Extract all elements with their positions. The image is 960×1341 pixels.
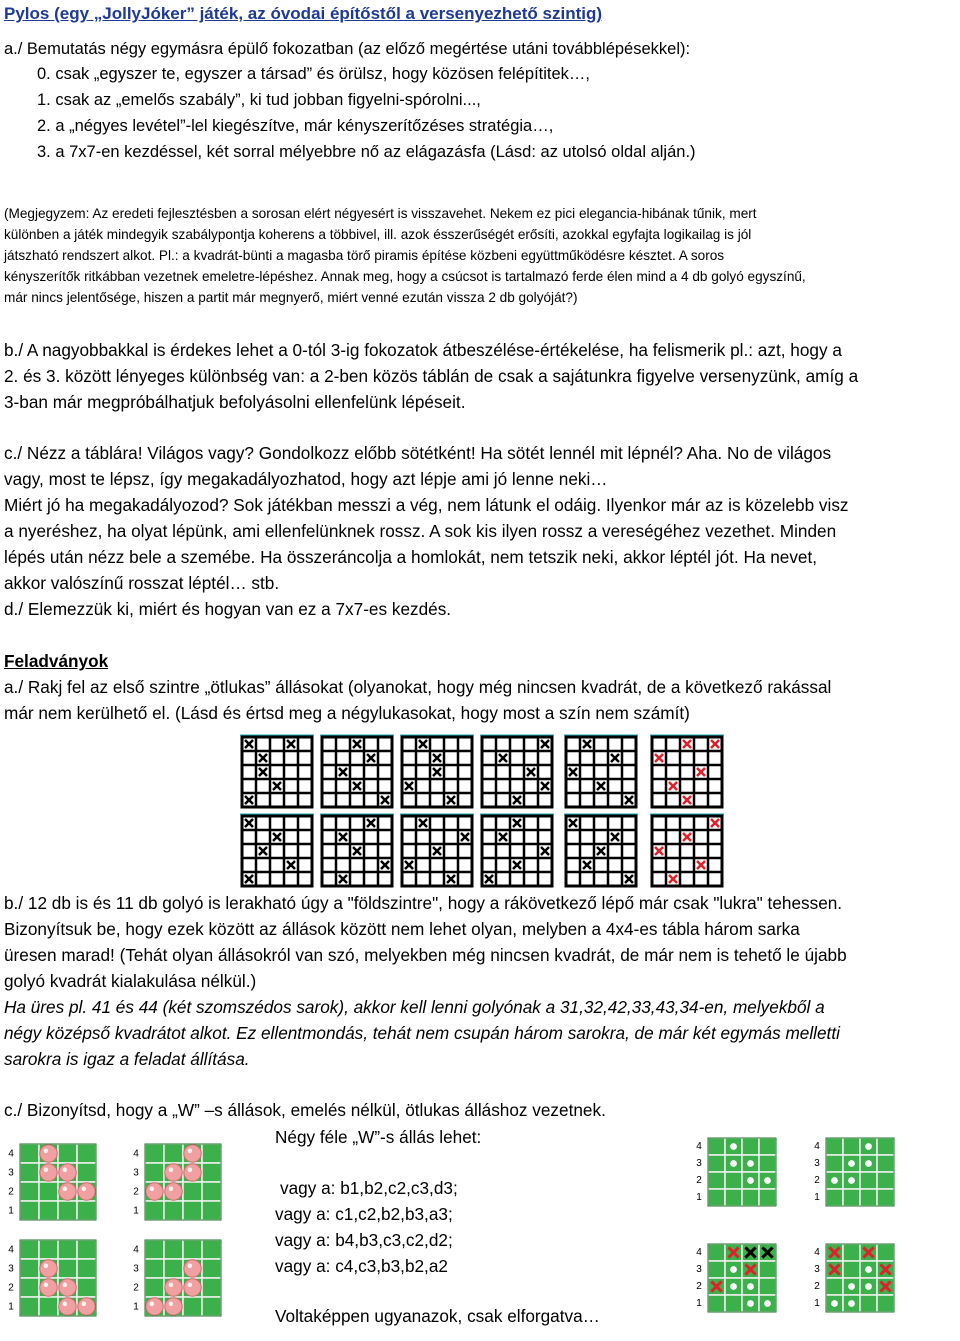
- ball-highlight: [188, 1149, 193, 1154]
- white-dot: [764, 1177, 771, 1184]
- board-cell: [860, 1172, 877, 1189]
- row-label: 3: [8, 1167, 14, 1179]
- board-cell: [20, 1163, 39, 1182]
- ball: [78, 1298, 95, 1315]
- section-c-line: vagy, most te lépsz, így megakadályozhatod, hogy azt lépje ami jó lenne neki…: [4, 469, 608, 489]
- section-a-item: 1. csak az „emelős szabály”, ki tud jobban figyelni-spórolni...,: [37, 91, 481, 109]
- w-option: vagy a: c4,c3,b3,b2,a2: [275, 1256, 448, 1276]
- ball: [40, 1145, 57, 1162]
- board-cell: [860, 1295, 877, 1312]
- white-dot: [730, 1160, 737, 1167]
- board-cell: [77, 1144, 96, 1163]
- board-cell: [77, 1163, 96, 1182]
- tasks-heading: Feladványok: [4, 651, 109, 671]
- row-label: 4: [8, 1244, 14, 1256]
- white-dot: [764, 1300, 771, 1307]
- grid-diagram: [320, 735, 394, 807]
- white-dot: [831, 1177, 838, 1184]
- row-label: 2: [696, 1175, 702, 1187]
- w-option: vagy a: c1,c2,b2,b3,a3;: [275, 1204, 453, 1224]
- ball-highlight: [44, 1149, 49, 1154]
- board-cell: [826, 1155, 843, 1172]
- row-label: 2: [8, 1186, 14, 1198]
- white-dot: [848, 1300, 855, 1307]
- pylos-board: [814, 1244, 894, 1312]
- row-label: 1: [696, 1192, 702, 1204]
- row-label: 1: [814, 1192, 820, 1204]
- board-cell: [759, 1138, 776, 1155]
- row-label: 4: [814, 1247, 820, 1259]
- board-cell: [843, 1138, 860, 1155]
- ball: [59, 1164, 76, 1181]
- white-dot: [730, 1283, 737, 1290]
- row-label: 4: [696, 1247, 702, 1259]
- ball-highlight: [169, 1302, 174, 1307]
- section-b-line: 3-ban már megpróbálhatjuk befolyásolni ellenfelünk lépéseit.: [4, 392, 466, 412]
- white-dot: [747, 1177, 754, 1184]
- task-b-line: üresen marad! (Tehát olyan állásokról van szó, melyekben még nincsen kvadrát, de már nem is tehető le újabb: [4, 945, 847, 965]
- board-cell: [145, 1163, 164, 1182]
- section-a-item: 2. a „négyes levétel”-lel kiegészítve, már kényszerítőzéses stratégia…,: [37, 117, 554, 135]
- row-label: 4: [814, 1141, 820, 1153]
- note-line: már nincs jelentősége, hiszen a partit már megnyerő, miért venné ezután vissza 2 db golyóját?): [4, 290, 578, 305]
- section-c-line: lépés után nézz bele a szemébe. Ha összeráncolja a homlokát, nem tetszik neki, akkor léptél jót. Ha nevet,: [4, 547, 818, 567]
- grid-diagram: [480, 735, 554, 807]
- board-cell: [164, 1259, 183, 1278]
- board-cell: [39, 1297, 58, 1316]
- row-label: 1: [814, 1298, 820, 1310]
- ball: [165, 1279, 182, 1296]
- pylos-board: [814, 1138, 894, 1206]
- pylos-board: [696, 1138, 776, 1206]
- pylos-board: [133, 1144, 221, 1220]
- board-cell: [708, 1244, 725, 1261]
- pylos-board: [696, 1244, 776, 1312]
- board-cell: [759, 1155, 776, 1172]
- board-cell: [164, 1240, 183, 1259]
- w-option: vagy a: b4,b3,c3,c2,d2;: [275, 1230, 453, 1250]
- row-label: 2: [133, 1282, 139, 1294]
- board-cell: [20, 1182, 39, 1201]
- white-dot: [848, 1283, 855, 1290]
- board-cell: [877, 1189, 894, 1206]
- board-cell: [77, 1240, 96, 1259]
- board-cell: [20, 1278, 39, 1297]
- grid-diagram: [240, 735, 314, 807]
- task-a-line: már nem kerülhető el. (Lásd és értsd meg a négylukasokat, hogy most a szín nem számít): [4, 703, 690, 723]
- row-label: 3: [8, 1263, 14, 1275]
- board-cell: [877, 1244, 894, 1261]
- ball: [59, 1279, 76, 1296]
- note-line: kényszerítők ritkábban vezetnek emeletre-lépéshez. Annak meg, hogy a csúcsot is tartalmazó ferde élen mind a 4 db golyó egyszínű,: [4, 269, 806, 284]
- board-cell: [183, 1201, 202, 1220]
- note-line: különben a játék mindegyik szabálypontja koherens a többivel, ill. azok ésszerűségét erősíti, azokkal egyfajta logikailag is jól: [4, 227, 752, 242]
- row-label: 1: [133, 1205, 139, 1217]
- section-c-line: Miért jó ha megakadályozod? Sok játékban messzi a vég, nem látunk el odáig. Ilyenkor már az is közelebb visz: [4, 495, 849, 515]
- ball-highlight: [150, 1302, 155, 1307]
- ball-highlight: [44, 1168, 49, 1173]
- board-cell: [145, 1278, 164, 1297]
- board-cell: [183, 1240, 202, 1259]
- ball-highlight: [169, 1283, 174, 1288]
- board-cell: [877, 1138, 894, 1155]
- grid-diagram: [564, 814, 638, 886]
- board-cell: [708, 1172, 725, 1189]
- white-dot: [747, 1283, 754, 1290]
- white-dot: [747, 1160, 754, 1167]
- board-cell: [725, 1189, 742, 1206]
- ball-highlight: [63, 1283, 68, 1288]
- board-cell: [708, 1261, 725, 1278]
- w-heading: Négy féle „W”-s állás lehet:: [275, 1127, 482, 1147]
- grid-diagram: [400, 814, 474, 886]
- board-cell: [742, 1138, 759, 1155]
- board-cell: [202, 1182, 221, 1201]
- board-cell: [202, 1144, 221, 1163]
- row-label: 3: [814, 1264, 820, 1276]
- row-label: 4: [696, 1141, 702, 1153]
- white-dot: [730, 1143, 737, 1150]
- row-label: 1: [8, 1301, 14, 1313]
- board-cell: [826, 1189, 843, 1206]
- board-cell: [759, 1261, 776, 1278]
- ball-highlight: [44, 1264, 49, 1269]
- task-a-line: a./ Rakj fel az első szintre „ötlukas” állásokat (olyanokat, hogy még nincsen kvadrát, de a következő rakással: [4, 677, 832, 697]
- white-dot: [848, 1160, 855, 1167]
- board-cell: [202, 1278, 221, 1297]
- board-cell: [77, 1278, 96, 1297]
- section-a-intro: a./ Bemutatás négy egymásra épülő fokozatban (az előző megértése utáni továbblépésekkel):: [4, 40, 691, 58]
- white-dot: [865, 1266, 872, 1273]
- row-label: 4: [8, 1148, 14, 1160]
- board-cell: [826, 1138, 843, 1155]
- board-cell: [58, 1201, 77, 1220]
- board-cell: [725, 1172, 742, 1189]
- ball-highlight: [44, 1283, 49, 1288]
- grid-diagram: [480, 814, 554, 886]
- grid-diagram: [400, 735, 474, 807]
- ball: [165, 1164, 182, 1181]
- board-cell: [725, 1295, 742, 1312]
- board-cell: [183, 1182, 202, 1201]
- board-cell: [58, 1144, 77, 1163]
- row-label: 4: [133, 1148, 139, 1160]
- ball: [40, 1279, 57, 1296]
- board-cell: [164, 1144, 183, 1163]
- section-d-line: d./ Elemezzük ki, miért és hogyan van ez a 7x7-es kezdés.: [4, 599, 452, 619]
- board-cell: [164, 1201, 183, 1220]
- row-label: 3: [814, 1158, 820, 1170]
- pylos-board: [133, 1240, 221, 1316]
- board-cell: [20, 1201, 39, 1220]
- board-cell: [20, 1297, 39, 1316]
- ball-highlight: [188, 1264, 193, 1269]
- board-cell: [20, 1144, 39, 1163]
- row-label: 2: [814, 1281, 820, 1293]
- board-cell: [145, 1201, 164, 1220]
- board-cell: [39, 1201, 58, 1220]
- board-cell: [202, 1163, 221, 1182]
- white-dot: [848, 1177, 855, 1184]
- ball-highlight: [63, 1187, 68, 1192]
- page-title: Pylos (egy „JollyJóker” játék, az óvodai építőstől a versenyezhető szintig): [4, 4, 603, 23]
- row-label: 3: [696, 1158, 702, 1170]
- section-a-item: 0. csak „egyszer te, egyszer a társad” és örülsz, hogy közösen felépítitek…,: [37, 65, 590, 83]
- ball-highlight: [82, 1302, 87, 1307]
- board-cell: [843, 1261, 860, 1278]
- section-c-line: akkor valószínű rosszat léptél… stb.: [4, 573, 280, 593]
- ball-highlight: [169, 1168, 174, 1173]
- pylos-board: [8, 1240, 96, 1316]
- board-cell: [877, 1155, 894, 1172]
- ball: [146, 1298, 163, 1315]
- board-cell: [877, 1172, 894, 1189]
- board-cell: [145, 1144, 164, 1163]
- pylos-board-diagrams: [0, 1130, 960, 1341]
- board-cell: [742, 1189, 759, 1206]
- board-cell: [58, 1240, 77, 1259]
- grid-diagram: [650, 735, 724, 807]
- board-cell: [39, 1182, 58, 1201]
- ball-highlight: [63, 1302, 68, 1307]
- grid-diagram: [564, 735, 638, 807]
- row-label: 2: [696, 1281, 702, 1293]
- section-b-line: 2. és 3. között lényeges különbség van: a 2-ben közös táblán de csak a sajátunkra figyelve versenyzünk, amíg a: [4, 366, 859, 386]
- row-label: 1: [133, 1301, 139, 1313]
- board-cell: [708, 1138, 725, 1155]
- note-line: játszható rendszert alkot. Pl.: a kvadrát-bünti a magasba törő piramis építése közbeni együttműködésre késztet. A soros: [4, 248, 725, 263]
- task-b-proof-line: Ha üres pl. 41 és 44 (két szomszédos sarok), akkor kell lenni golyónak a 31,32,42,33,43,34-en, melyekből a: [4, 997, 825, 1017]
- ball: [146, 1183, 163, 1200]
- grid-diagram: [320, 814, 394, 886]
- ball: [40, 1260, 57, 1277]
- ball: [184, 1164, 201, 1181]
- white-dot: [831, 1300, 838, 1307]
- ball: [40, 1164, 57, 1181]
- board-cell: [202, 1201, 221, 1220]
- board-cell: [183, 1297, 202, 1316]
- ball: [78, 1183, 95, 1200]
- row-label: 2: [133, 1186, 139, 1198]
- board-cell: [202, 1240, 221, 1259]
- board-cell: [759, 1189, 776, 1206]
- ball: [184, 1260, 201, 1277]
- board-cell: [58, 1259, 77, 1278]
- note-line: (Megjegyzem: Az eredeti fejlesztésben a sorosan elért négyesért is visszavehet. Nekem ez pici elegancia-hibának tűnik, mert: [4, 206, 757, 221]
- w-option: vagy a: b1,b2,c2,c3,d3;: [280, 1178, 458, 1198]
- row-label: 1: [696, 1298, 702, 1310]
- board-cell: [39, 1240, 58, 1259]
- section-c-line: c./ Nézz a táblára! Világos vagy? Gondolkozz előbb sötétként! Ha sötét lennél mit lépnél? Aha. No de világos: [4, 443, 832, 463]
- task-b-line: golyó kvadrát kialakulása nélkül.): [4, 971, 257, 991]
- white-dot: [865, 1143, 872, 1150]
- ball-highlight: [82, 1187, 87, 1192]
- row-label: 3: [133, 1263, 139, 1275]
- task-b-proof-line: négy középső kvadrátot alkot. Ez ellentmondás, tehát nem csupán három sarokra, de már két egymás melletti: [4, 1023, 840, 1043]
- white-dot: [730, 1266, 737, 1273]
- board-cell: [145, 1259, 164, 1278]
- grid-diagram: [240, 814, 314, 886]
- ball: [165, 1183, 182, 1200]
- w-footer: Voltaképpen ugyanazok, csak elforgatva…: [275, 1306, 600, 1326]
- board-cell: [77, 1259, 96, 1278]
- section-c-line: a nyeréshez, ha olyat lépünk, ami ellenfelünknek rossz. A sok kis ilyen rossz a vereségéhez vezethet. Minden: [4, 521, 837, 541]
- board-cell: [877, 1295, 894, 1312]
- board-cell: [202, 1297, 221, 1316]
- board-cell: [826, 1278, 843, 1295]
- board-cell: [20, 1259, 39, 1278]
- board-cell: [708, 1155, 725, 1172]
- grid-diagram: [650, 814, 724, 886]
- row-label: 3: [696, 1264, 702, 1276]
- ball: [165, 1298, 182, 1315]
- row-label: 2: [8, 1282, 14, 1294]
- row-label: 2: [814, 1175, 820, 1187]
- white-dot: [747, 1300, 754, 1307]
- board-cell: [708, 1189, 725, 1206]
- board-cell: [759, 1278, 776, 1295]
- ball-highlight: [188, 1168, 193, 1173]
- row-label: 1: [8, 1205, 14, 1217]
- task-b-proof-line: sarokra is igaz a feladat állítása.: [4, 1049, 250, 1069]
- board-cell: [708, 1295, 725, 1312]
- task-c-line: c./ Bizonyítsd, hogy a „W” –s állások, emelés nélkül, ötlukas álláshoz vezetnek.: [4, 1100, 606, 1120]
- ball: [184, 1279, 201, 1296]
- board-cell: [860, 1189, 877, 1206]
- ball-highlight: [150, 1187, 155, 1192]
- board-cell: [77, 1201, 96, 1220]
- ball: [59, 1183, 76, 1200]
- board-cell: [145, 1240, 164, 1259]
- ball: [184, 1145, 201, 1162]
- ball-highlight: [63, 1168, 68, 1173]
- white-dot: [865, 1160, 872, 1167]
- white-dot: [865, 1283, 872, 1290]
- board-cell: [20, 1240, 39, 1259]
- board-cell: [843, 1189, 860, 1206]
- row-label: 3: [133, 1167, 139, 1179]
- board-cell: [843, 1244, 860, 1261]
- section-a-item: 3. a 7x7-en kezdéssel, két sorral mélyebbre nő az elágazásfa (Lásd: az utolsó oldal alján.): [37, 143, 696, 161]
- task-b-line: b./ 12 db is és 11 db golyó is lerakható úgy a "földszintre", hogy a rákövetkező lépő már csak "lukra" tehessen.: [4, 893, 843, 913]
- task-b-line: Bizonyítsuk be, hogy ezek között az állások között nem lehet olyan, melyben a 4x4-es tábla három sarka: [4, 919, 800, 939]
- board-cell: [202, 1259, 221, 1278]
- section-b-line: b./ A nagyobbakkal is érdekes lehet a 0-tól 3-ig fokozatok átbeszélése-értékelése, ha felismerik pl.: azt, hogy a: [4, 340, 842, 360]
- ball-highlight: [169, 1187, 174, 1192]
- row-label: 4: [133, 1244, 139, 1256]
- ball: [59, 1298, 76, 1315]
- ball-highlight: [188, 1283, 193, 1288]
- pylos-board: [8, 1144, 96, 1220]
